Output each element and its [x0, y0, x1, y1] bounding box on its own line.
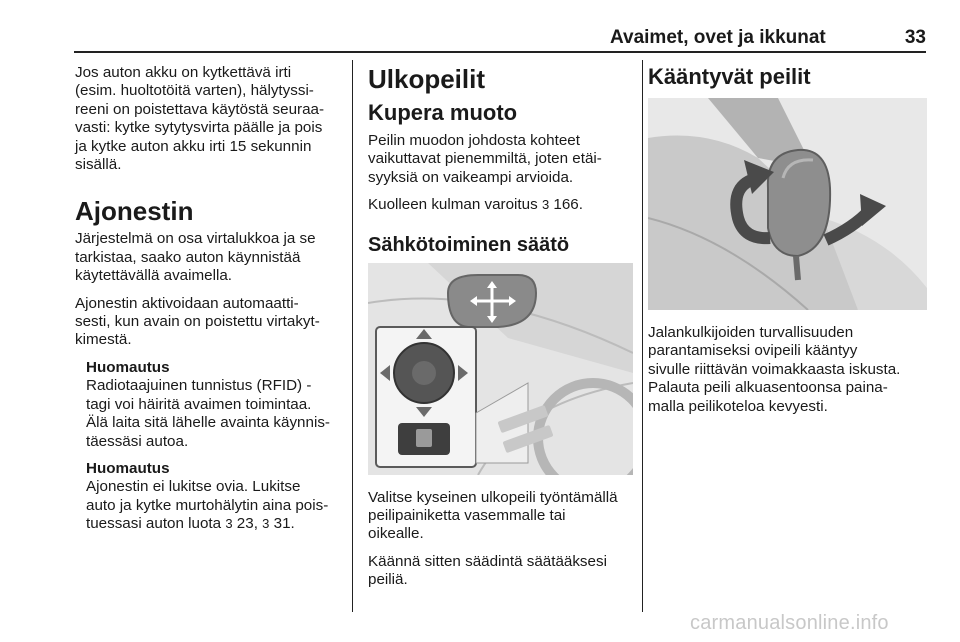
text-line: vasti: kytke sytytysvirta päälle ja pois [75, 119, 323, 137]
text-line: tarkistaa, saako auton käynnistää [75, 248, 301, 266]
note-body [86, 478, 345, 533]
subheading-electric-adjustment: Sähkötoiminen säätö [368, 233, 570, 256]
column-1 [75, 64, 345, 543]
text-line: Älä laita sitä lähelle avainta käynnis- [86, 414, 330, 432]
note-title: Huomautus [86, 459, 170, 477]
page-reference-link[interactable]: 31. [273, 515, 295, 533]
page-reference-link[interactable]: 23, [236, 515, 258, 533]
text-line: sivulle riittävän voimakkaasta iskusta. [648, 360, 901, 378]
blind-spot-paragraph [368, 196, 634, 214]
text-line: Peilin muodon johdosta kohteet [368, 132, 580, 149]
mirror-adjustment-illustration [368, 263, 633, 475]
subheading-convex-shape: Kupera muoto [368, 100, 518, 125]
page-number: 33 [904, 27, 926, 48]
immobiliser-paragraph-1 [75, 230, 345, 285]
header-rule [74, 51, 926, 53]
note-rfid [75, 359, 345, 451]
text-line: syyksiä on vaikeampi arvioida. [368, 168, 574, 186]
section-heading-exterior-mirrors: Ulkopeilit [368, 64, 486, 94]
text-line: Radiotaajuinen tunnistus (RFID) - [86, 377, 312, 395]
text-line: Järjestelmä on osa virtalukkoa ja se [75, 230, 316, 248]
select-mirror-paragraph [368, 489, 634, 544]
text-line: Ajonestin aktivoidaan automaatti- [75, 294, 299, 312]
turn-control-paragraph [368, 553, 634, 590]
folding-mirror-drawing [648, 98, 927, 310]
text-line: Ajonestin ei lukitse ovia. Lukitse [86, 478, 301, 496]
text-line: käytettävällä avaimella. [75, 267, 233, 285]
text-line: parantamiseksi ovipeili kääntyy [648, 342, 858, 360]
text-line: (esim. huoltotöitä varten), hälytyssi- [75, 82, 314, 100]
text-line: Jos auton akku on kytkettävä irti [75, 64, 292, 81]
folding-mirror-illustration [648, 98, 927, 310]
text-line: malla peilikoteloa kevyesti. [648, 397, 828, 415]
column-2 [368, 64, 634, 599]
page-reference-icon: 3 [225, 516, 233, 532]
text-line: auto ja kytke murtohälytin aina pois- [86, 496, 329, 514]
text-line: sisällä. [75, 156, 122, 174]
page-reference-link[interactable]: 166. [553, 196, 583, 214]
mirror-control-drawing [368, 263, 633, 475]
text-line: Valitse kyseinen ulkopeili työntämällä [368, 488, 618, 506]
folding-mirror-paragraph [648, 324, 928, 416]
convex-paragraph [368, 132, 634, 187]
text-line: sesti, kun avain on poistettu virtakyt- [75, 313, 320, 331]
column-divider-left [352, 60, 353, 612]
text-line: kimestä. [75, 331, 132, 349]
text-line: tagi voi häiritä avaimen toimintaa. [86, 395, 312, 413]
text-line: peiliä. [368, 571, 408, 589]
text-line: Käännä sitten säädintä säätääksesi [368, 552, 607, 570]
note-body [86, 377, 345, 451]
page-header-title: Avaimet, ovet ja ikkunat [610, 27, 826, 48]
text-line: vaikuttavat pienemmiltä, joten etäi- [368, 150, 602, 168]
immobiliser-paragraph-2 [75, 295, 345, 350]
section-heading-immobiliser: Ajonestin [75, 196, 194, 227]
text-line: peilipainiketta vasemmalle tai [368, 507, 566, 525]
note-title: Huomautus [86, 358, 170, 376]
page-reference-icon: 3 [262, 516, 270, 532]
text-line: Kuolleen kulman varoitus [368, 196, 538, 214]
text-line: täessäsi autoa. [86, 432, 189, 450]
watermark: carmanualsonline.info [690, 612, 889, 634]
page-reference-icon: 3 [541, 197, 550, 213]
text-line: tuessasi auton luota [86, 515, 222, 533]
column-divider-right [642, 60, 643, 612]
text-line: oikealle. [368, 525, 424, 543]
column-3 [648, 64, 928, 425]
battery-intro-paragraph [75, 64, 345, 174]
text-line: Palauta peili alkuasentoonsa paina- [648, 379, 888, 397]
section-heading-folding-mirrors: Kääntyvät peilit [648, 64, 811, 89]
text-line: ja kytke auton akku irti 15 sekunnin [75, 137, 312, 155]
text-line: reeni on poistettava käytöstä seuraa- [75, 100, 325, 118]
note-doors [75, 460, 345, 534]
text-line: Jalankulkijoiden turvallisuuden [648, 324, 854, 341]
